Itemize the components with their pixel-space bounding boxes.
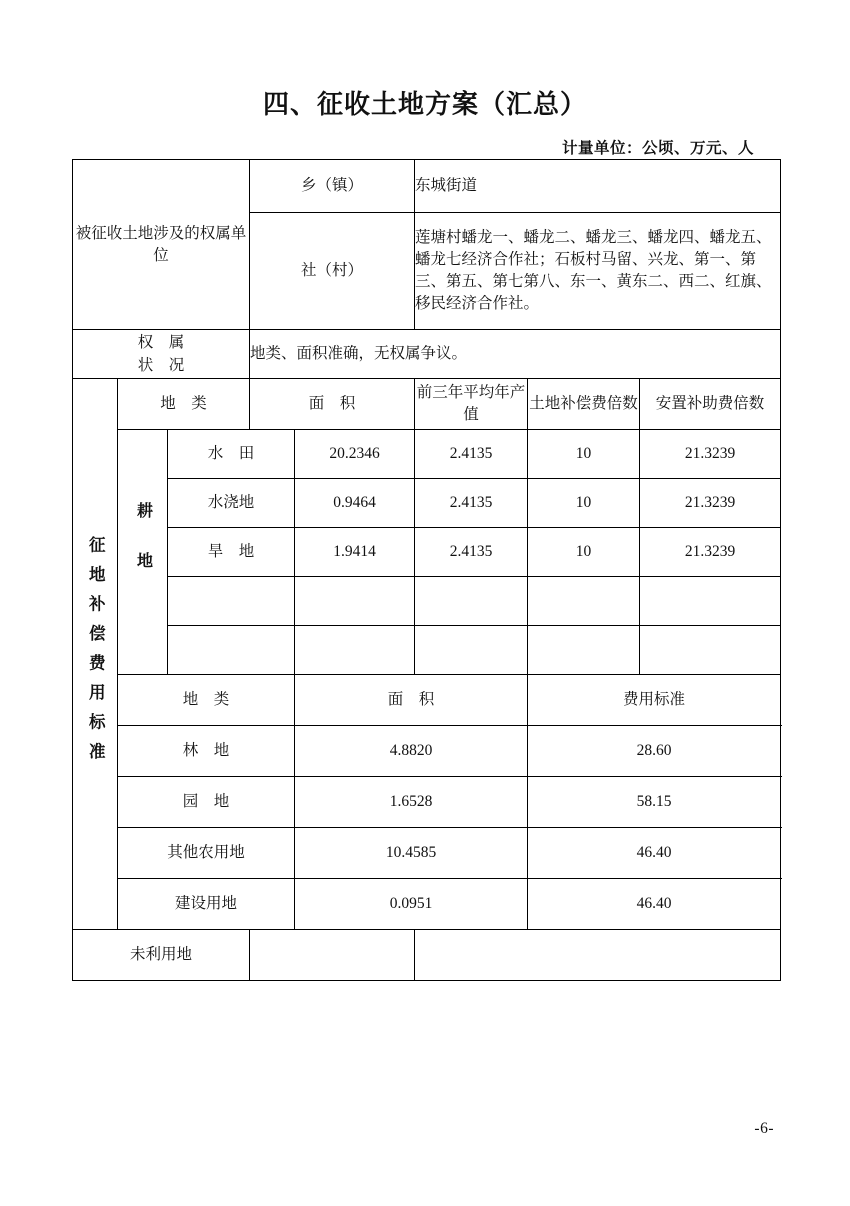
table-row	[73, 726, 781, 777]
cell-land-multiple	[528, 577, 640, 626]
cell-area: 0.0951	[295, 879, 528, 930]
cell-avg-yield	[415, 626, 528, 675]
owner-units-row-label: 被征收土地涉及的权属单位	[73, 160, 250, 330]
cell-area: 1.6528	[295, 777, 528, 828]
header-resettle-multiple	[640, 379, 781, 430]
ownership-status-label-line2: 状 况	[137, 356, 185, 374]
cell-land-type	[168, 626, 295, 675]
header-land-type: 地 类	[118, 379, 250, 430]
land-acquisition-table	[72, 159, 780, 981]
cell-fee-standard: 58.15	[528, 777, 781, 828]
cell-land-type: 林 地	[118, 726, 295, 777]
cell-avg-yield: 2.4135	[415, 479, 528, 528]
cultivated-land-label-text: 耕地	[134, 502, 152, 602]
table-row-fee-header	[73, 675, 781, 726]
page-number: -6-	[754, 1120, 774, 1137]
cell-area	[250, 930, 415, 981]
cell-land-multiple: 10	[528, 528, 640, 577]
cell-land-multiple	[528, 626, 640, 675]
table-row-township	[73, 160, 781, 213]
table-row	[73, 828, 781, 879]
cell-area: 1.9414	[295, 528, 415, 577]
cell-fee-standard: 46.40	[528, 828, 781, 879]
table-row	[73, 528, 781, 577]
cell-area: 4.8820	[295, 726, 528, 777]
cell-land-type: 旱 地	[168, 528, 295, 577]
township-label: 乡（镇）	[250, 160, 415, 213]
village-label: 社（村）	[250, 213, 415, 330]
page-title: 四、征收土地方案（汇总）	[262, 90, 587, 119]
cell-avg-yield: 2.4135	[415, 430, 528, 479]
cell-resettle-multiple: 21.3239	[640, 479, 781, 528]
compensation-side-label-text: 征地补偿费用标准	[86, 536, 106, 772]
table-row-empty	[73, 577, 781, 626]
cell-area	[295, 626, 415, 675]
measurement-unit-note: 计量单位：公顷、万元、人	[561, 140, 754, 157]
township-value: 东城街道	[415, 160, 781, 213]
header-avg-yield	[415, 379, 528, 430]
header-resettle-multiple-text: 安置补助费倍数	[655, 395, 765, 412]
table-row	[73, 879, 781, 930]
header-land-comp-multiple-text: 土地补偿费倍数	[529, 395, 638, 412]
table-row	[73, 430, 781, 479]
cell-avg-yield: 2.4135	[415, 528, 528, 577]
table-row-empty	[73, 626, 781, 675]
cell-resettle-multiple: 21.3239	[640, 430, 781, 479]
header-avg-yield-text: 前三年平均年产值	[416, 384, 526, 423]
cell-land-type	[168, 577, 295, 626]
cell-land-type: 园 地	[118, 777, 295, 828]
cell-avg-yield	[415, 577, 528, 626]
cell-land-type: 水浇地	[168, 479, 295, 528]
cell-land-multiple: 10	[528, 479, 640, 528]
cultivated-land-label	[118, 430, 168, 675]
ownership-status-label-line1: 权 属	[137, 333, 185, 351]
cell-resettle-multiple: 21.3239	[640, 528, 781, 577]
cell-land-type: 建设用地	[118, 879, 295, 930]
cell-fee-standard: 46.40	[528, 879, 781, 930]
fee-header-area: 面 积	[295, 675, 528, 726]
cell-area: 10.4585	[295, 828, 528, 879]
ownership-status-value: 地类、面积准确，无权属争议。	[250, 330, 781, 379]
cell-resettle-multiple	[640, 626, 781, 675]
cell-area: 0.9464	[295, 479, 415, 528]
cell-fee-standard	[415, 930, 781, 981]
cell-fee-standard: 28.60	[528, 726, 781, 777]
table-row	[73, 930, 781, 981]
table-row	[73, 777, 781, 828]
village-value: 莲塘村蟠龙一、蟠龙二、蟠龙三、蟠龙四、蟠龙五、蟠龙七经济合作社；石板村马留、兴龙、第一、第三、第五、第七第八、东一、黄东二、西二、红旗、移民经济合作社。	[415, 213, 781, 330]
compensation-side-label	[73, 379, 118, 930]
ownership-status-label	[73, 330, 250, 379]
fee-header-standard: 费用标准	[528, 675, 781, 726]
cell-land-type: 其他农用地	[118, 828, 295, 879]
header-area: 面 积	[250, 379, 415, 430]
table-row-ownership-status	[73, 330, 781, 379]
header-land-comp-multiple	[528, 379, 640, 430]
cell-area: 20.2346	[295, 430, 415, 479]
cell-land-multiple: 10	[528, 430, 640, 479]
fee-header-land-type: 地 类	[118, 675, 295, 726]
cell-area	[295, 577, 415, 626]
table-row	[73, 479, 781, 528]
cell-land-type: 未利用地	[73, 930, 250, 981]
table-row-compensation-header	[73, 379, 781, 430]
cell-land-type: 水 田	[168, 430, 295, 479]
cell-resettle-multiple	[640, 577, 781, 626]
